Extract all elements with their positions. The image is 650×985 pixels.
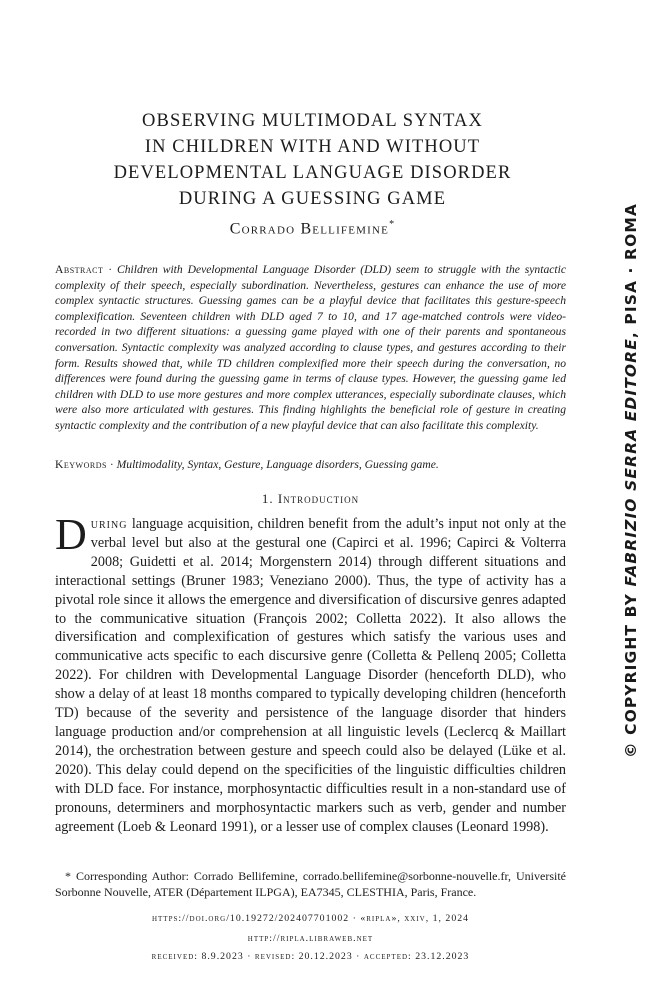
footer-doi: https://doi.org/10.19272/202407701002 · «ripla», xxiv, 1, 2024 [151,913,470,924]
publisher-name: FABRIZIO SERRA EDITORE [622,338,640,587]
body-paragraph [55,510,566,836]
copyright-text: © COPYRIGHT BY [622,586,640,758]
keywords-label: Keywords [55,458,107,471]
copyright-sidebar [622,203,646,758]
section-heading [55,491,566,507]
drop-cap: D [55,510,87,559]
abstract [55,262,566,434]
keywords [55,457,566,473]
footer-url: http://ripla.libraweb.net [247,933,374,944]
first-word: uring [90,516,128,532]
keywords-separator: · [106,458,117,471]
abstract-separator: · [103,263,118,276]
article-title [60,108,565,212]
title-line-1: OBSERVING MULTIMODAL SYNTAX [142,111,483,131]
footer-dates: received: 8.9.2023 · revised: 20.12.2023 · accepted: 23.12.2023 [151,951,470,962]
publisher-place: , PISA · ROMA [622,203,640,339]
body-text: language acquisition, children benefit from the adult’s input not only at the verbal level but also at the gestural one (Capirci et al. 1996; Capirci & Volterra 2008; Guidetti et al. 2014; Morgenstern 2014) through different situations and interactional settings (Bruner 1983; Veneziano 2000). Thus, the type of activity has a pivotal role since it allows the emergence and diversification of discursive genres adapted to the communicative situation (François 2002; Colletta 2022). It also allows the diversification and complexification of gestures which satisfy the various uses and communicative acts specific to each discursive genre (Colletta & Pellenq 2005; Colletta 2022). For children with Developmental Language Disorder (henceforth DLD), who show a delay of at least 18 months compared to typically developing children (henceforth TD) because of the severity and persistence of the language disorder that hinders language production and/or comprehension at all linguistic levels (Leclercq & Maillart 2014), the orchestration between gesture and speech could also be delayed (Lüke et al. 2020). This delay could depend on the specificities of the linguistic difficulties children with DLD face. For instance, morphosyntactic difficulties result in a non-standard use of pronouns, determiners and morphosyntactic markers such as verb, gender and number agreement (Loeb & Leonard 1991), or a lesser use of complex clauses (Leonard 1998). [55,516,566,835]
author-name: Corrado Bellifemine [229,220,390,238]
footnote: * Corresponding Author: Corrado Bellifemine, corrado.bellifemine@sorbonne-nouvelle.fr, Université Sorbonne Nouvelle, ATER (Département ILPGA), EA7345, CLESTHIA, Paris, France. [55,869,566,899]
title-line-3: DEVELOPMENTAL LANGUAGE DISORDER [113,163,512,183]
author-line [60,219,565,238]
author-footnote-mark: * [389,219,396,230]
title-line-4: DURING A GUESSING GAME [178,189,447,209]
section-number: 1. [261,491,274,506]
title-line-2: IN CHILDREN WITH AND WITHOUT [144,137,481,157]
section-title: Introduction [277,491,360,506]
abstract-text: Children with Developmental Language Disorder (DLD) seem to struggle with the syntactic complexity of their speech, especially subordination. Nevertheless, gestures can enhance the use of more complex syntactic structures. Guessing games can be a playful device that facilitates this gesture-speech complexification. Seventeen children with DLD aged 7 to 10, and 17 age-matched controls were video-recorded in two different situations: a guessing game played with one of their parents and spontaneous conversation. Syntactic complexity was analyzed according to clause types, and gestures according to their form. Results showed that, while TD children complexified more their speech during the conversation, no differences were found during the guessing game in terms of clause types. However, the guessing game led children with DLD to use more gestures and more complex utterances, especially subordinate clauses, which were also more articulated with gestures. This finding highlights the beneficial role of gesture in creating syntactic complexity and the contribution of a new playful device that can also facilitate this complexity. [55,263,566,432]
keywords-text: Multimodality, Syntax, Gesture, Language disorders, Guessing game. [116,458,439,471]
abstract-label: Abstract [55,263,104,276]
